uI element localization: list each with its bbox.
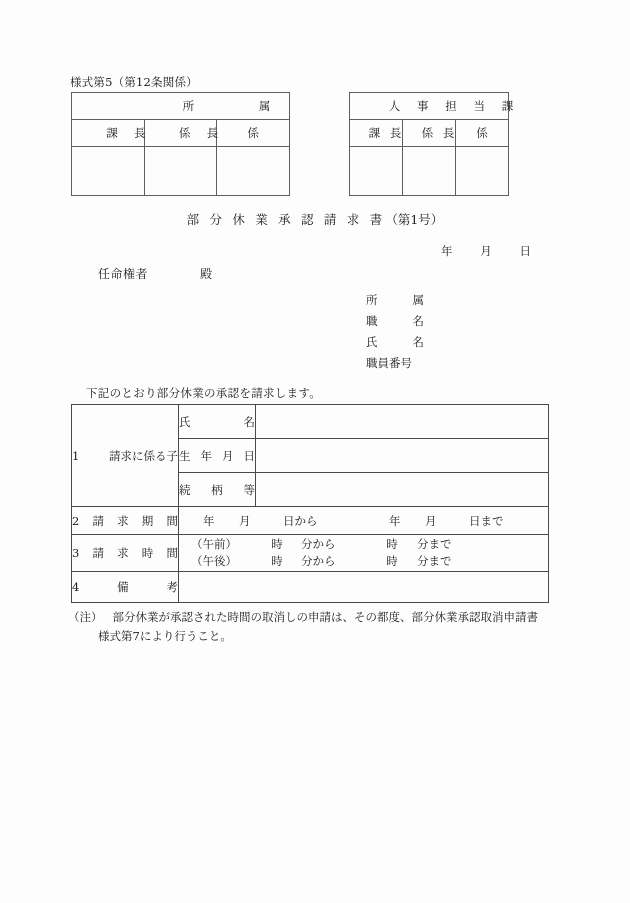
row2-value-period[interactable] <box>179 507 549 535</box>
table-row <box>72 93 290 120</box>
row3-value-time[interactable] <box>179 535 549 572</box>
table-row <box>72 507 549 535</box>
personnel-header-char: 課 <box>501 99 514 113</box>
time-pm-label: （午後） <box>191 554 237 568</box>
table-row <box>72 147 290 196</box>
field-label-char: 所 <box>366 293 378 307</box>
personnel-col-kakaricho <box>403 120 456 147</box>
personnel-seal-kakari[interactable] <box>456 147 509 196</box>
date-day-label: 日 <box>519 244 531 258</box>
lead-sentence: 下記のとおり部分休業の承認を請求します。 <box>86 386 322 400</box>
col-char: 係 <box>178 126 191 140</box>
footnote-text-1: 部分休業が承認された時間の取消しの申請は、その都度、部分休業承認取消申請書 <box>112 610 538 624</box>
row2-label-char: 求 <box>117 513 129 528</box>
affiliation-header <box>72 93 290 120</box>
row4-number: 4 <box>72 580 80 594</box>
form-number: 様式第5（第12条関係） <box>70 75 198 89</box>
time-am-end-min: 分まで <box>417 537 452 551</box>
time-pm-end-min: 分まで <box>417 554 452 568</box>
row4-label-char: 備 <box>117 580 129 594</box>
footnote <box>68 608 568 646</box>
date-year-label: 年 <box>441 244 453 258</box>
table-row <box>72 535 549 572</box>
time-am-end-hour: 時 <box>386 537 398 551</box>
row1-value-relationship[interactable] <box>256 473 549 507</box>
period-from-day: 日から <box>283 513 318 528</box>
personnel-header-char: 担 <box>445 99 457 113</box>
row4-label-char: 考 <box>166 580 178 594</box>
personnel-header <box>350 93 514 120</box>
row3-label-request-time <box>72 535 179 572</box>
col-char: 係 <box>247 126 259 140</box>
field-label-char: 氏 <box>366 335 378 349</box>
sub-label-char: 年 <box>200 448 212 463</box>
time-pm-start-hour: 時 <box>271 554 283 568</box>
sub-label-char: 等 <box>243 482 255 497</box>
sub-label-char: 続 <box>179 482 191 497</box>
col-char: 長 <box>389 126 402 140</box>
addressee <box>98 265 212 282</box>
affiliation-header-char: 属 <box>258 99 271 113</box>
addressee-name: 任命権者 <box>98 267 149 281</box>
personnel-stamp-table <box>349 92 514 196</box>
row1-sub-label-birthdate <box>179 439 256 473</box>
sub-label-char: 日 <box>243 448 255 463</box>
time-line-pm <box>191 554 548 569</box>
personnel-header-char: 人 <box>388 99 401 113</box>
applicant-field-affiliation <box>366 290 424 311</box>
footnote-marker: （注） <box>68 610 103 624</box>
applicant-info-block <box>366 290 424 374</box>
time-am-label: （午前） <box>191 537 237 551</box>
row1-value-name[interactable] <box>256 405 549 439</box>
affiliation-header-char: 所 <box>182 99 195 113</box>
row4-label-remarks <box>72 572 179 603</box>
personnel-header-char: 当 <box>473 99 485 113</box>
field-label-char: 職 <box>366 314 378 328</box>
personnel-header-char: 事 <box>417 99 429 113</box>
row1-sub-label-relationship <box>179 473 256 507</box>
row2-label-char: 間 <box>166 513 178 528</box>
row3-number: 3 <box>72 546 80 560</box>
row4-value-remarks[interactable] <box>179 572 549 603</box>
field-label-char: 名 <box>412 335 424 349</box>
personnel-col-kakari <box>456 120 509 147</box>
sub-label-char: 氏 <box>179 414 191 429</box>
col-char: 課 <box>106 126 118 140</box>
row2-label-char: 請 <box>92 513 104 528</box>
row3-label-char: 求 <box>117 546 129 560</box>
sub-label-char: 生 <box>179 448 191 463</box>
page-title-suffix: （第1号） <box>385 212 444 227</box>
col-char: 長 <box>206 126 219 140</box>
col-char: 課 <box>368 126 381 140</box>
row2-label-request-period <box>72 507 179 535</box>
period-to-day: 日まで <box>469 513 504 528</box>
table-row <box>350 147 509 196</box>
row1-label-text: 請求に係る子 <box>109 448 178 463</box>
affiliation-seal-kacho[interactable] <box>72 147 145 196</box>
period-from-year: 年 <box>203 513 215 528</box>
addressee-honorific: 殿 <box>200 267 213 281</box>
row3-label-char: 間 <box>166 546 178 560</box>
table-row <box>72 405 549 439</box>
row1-sub-label-name <box>179 405 256 439</box>
footnote-line-1 <box>68 608 568 627</box>
date-line <box>441 243 531 259</box>
personnel-seal-kacho[interactable] <box>350 147 403 196</box>
field-label-char: 名 <box>412 314 424 328</box>
row1-number: 1 <box>72 448 80 463</box>
row1-label-child-info <box>72 405 179 507</box>
col-char: 係 <box>476 126 488 140</box>
affiliation-stamp-table <box>71 92 290 196</box>
affiliation-col-kakaricho <box>144 120 217 147</box>
period-to-month: 月 <box>425 513 437 528</box>
applicant-field-job-title <box>366 311 424 332</box>
footnote-line-2: 様式第7により行うこと。 <box>98 629 232 643</box>
page-title <box>0 210 630 228</box>
personnel-col-kacho <box>350 120 403 147</box>
row3-label-char: 時 <box>141 546 154 560</box>
sub-label-char: 名 <box>243 414 255 429</box>
affiliation-col-kakari <box>217 120 290 147</box>
col-char: 係 <box>421 126 434 140</box>
time-line-am <box>191 537 548 552</box>
period-to-year: 年 <box>389 513 401 528</box>
table-row <box>350 93 509 120</box>
row2-number: 2 <box>72 513 80 528</box>
personnel-seal-kakaricho[interactable] <box>403 147 456 196</box>
time-am-start-hour: 時 <box>271 537 283 551</box>
affiliation-seal-kakaricho[interactable] <box>144 147 217 196</box>
row2-label-char: 期 <box>141 513 154 528</box>
time-pm-end-hour: 時 <box>386 554 398 568</box>
period-from-month: 月 <box>239 513 251 528</box>
row1-value-birthdate[interactable] <box>256 439 549 473</box>
date-month-label: 月 <box>480 244 492 258</box>
col-char: 長 <box>442 126 455 140</box>
table-row <box>72 120 290 147</box>
page-title-main: 部 分 休 業 承 認 請 求 書 <box>186 212 386 227</box>
table-row <box>350 120 509 147</box>
affiliation-col-kacho <box>72 120 145 147</box>
col-char: 長 <box>133 126 146 140</box>
field-label-char: 属 <box>412 293 424 307</box>
sub-label-char: 柄 <box>211 482 223 497</box>
applicant-field-employee-number: 職員番号 <box>366 356 412 370</box>
time-pm-start-min: 分から <box>301 554 336 568</box>
table-row <box>72 572 549 603</box>
affiliation-seal-kakari[interactable] <box>217 147 290 196</box>
request-details-table <box>71 404 549 603</box>
applicant-field-name <box>366 332 424 353</box>
time-am-start-min: 分から <box>301 537 336 551</box>
row3-label-char: 請 <box>92 546 104 560</box>
sub-label-char: 月 <box>222 448 234 463</box>
